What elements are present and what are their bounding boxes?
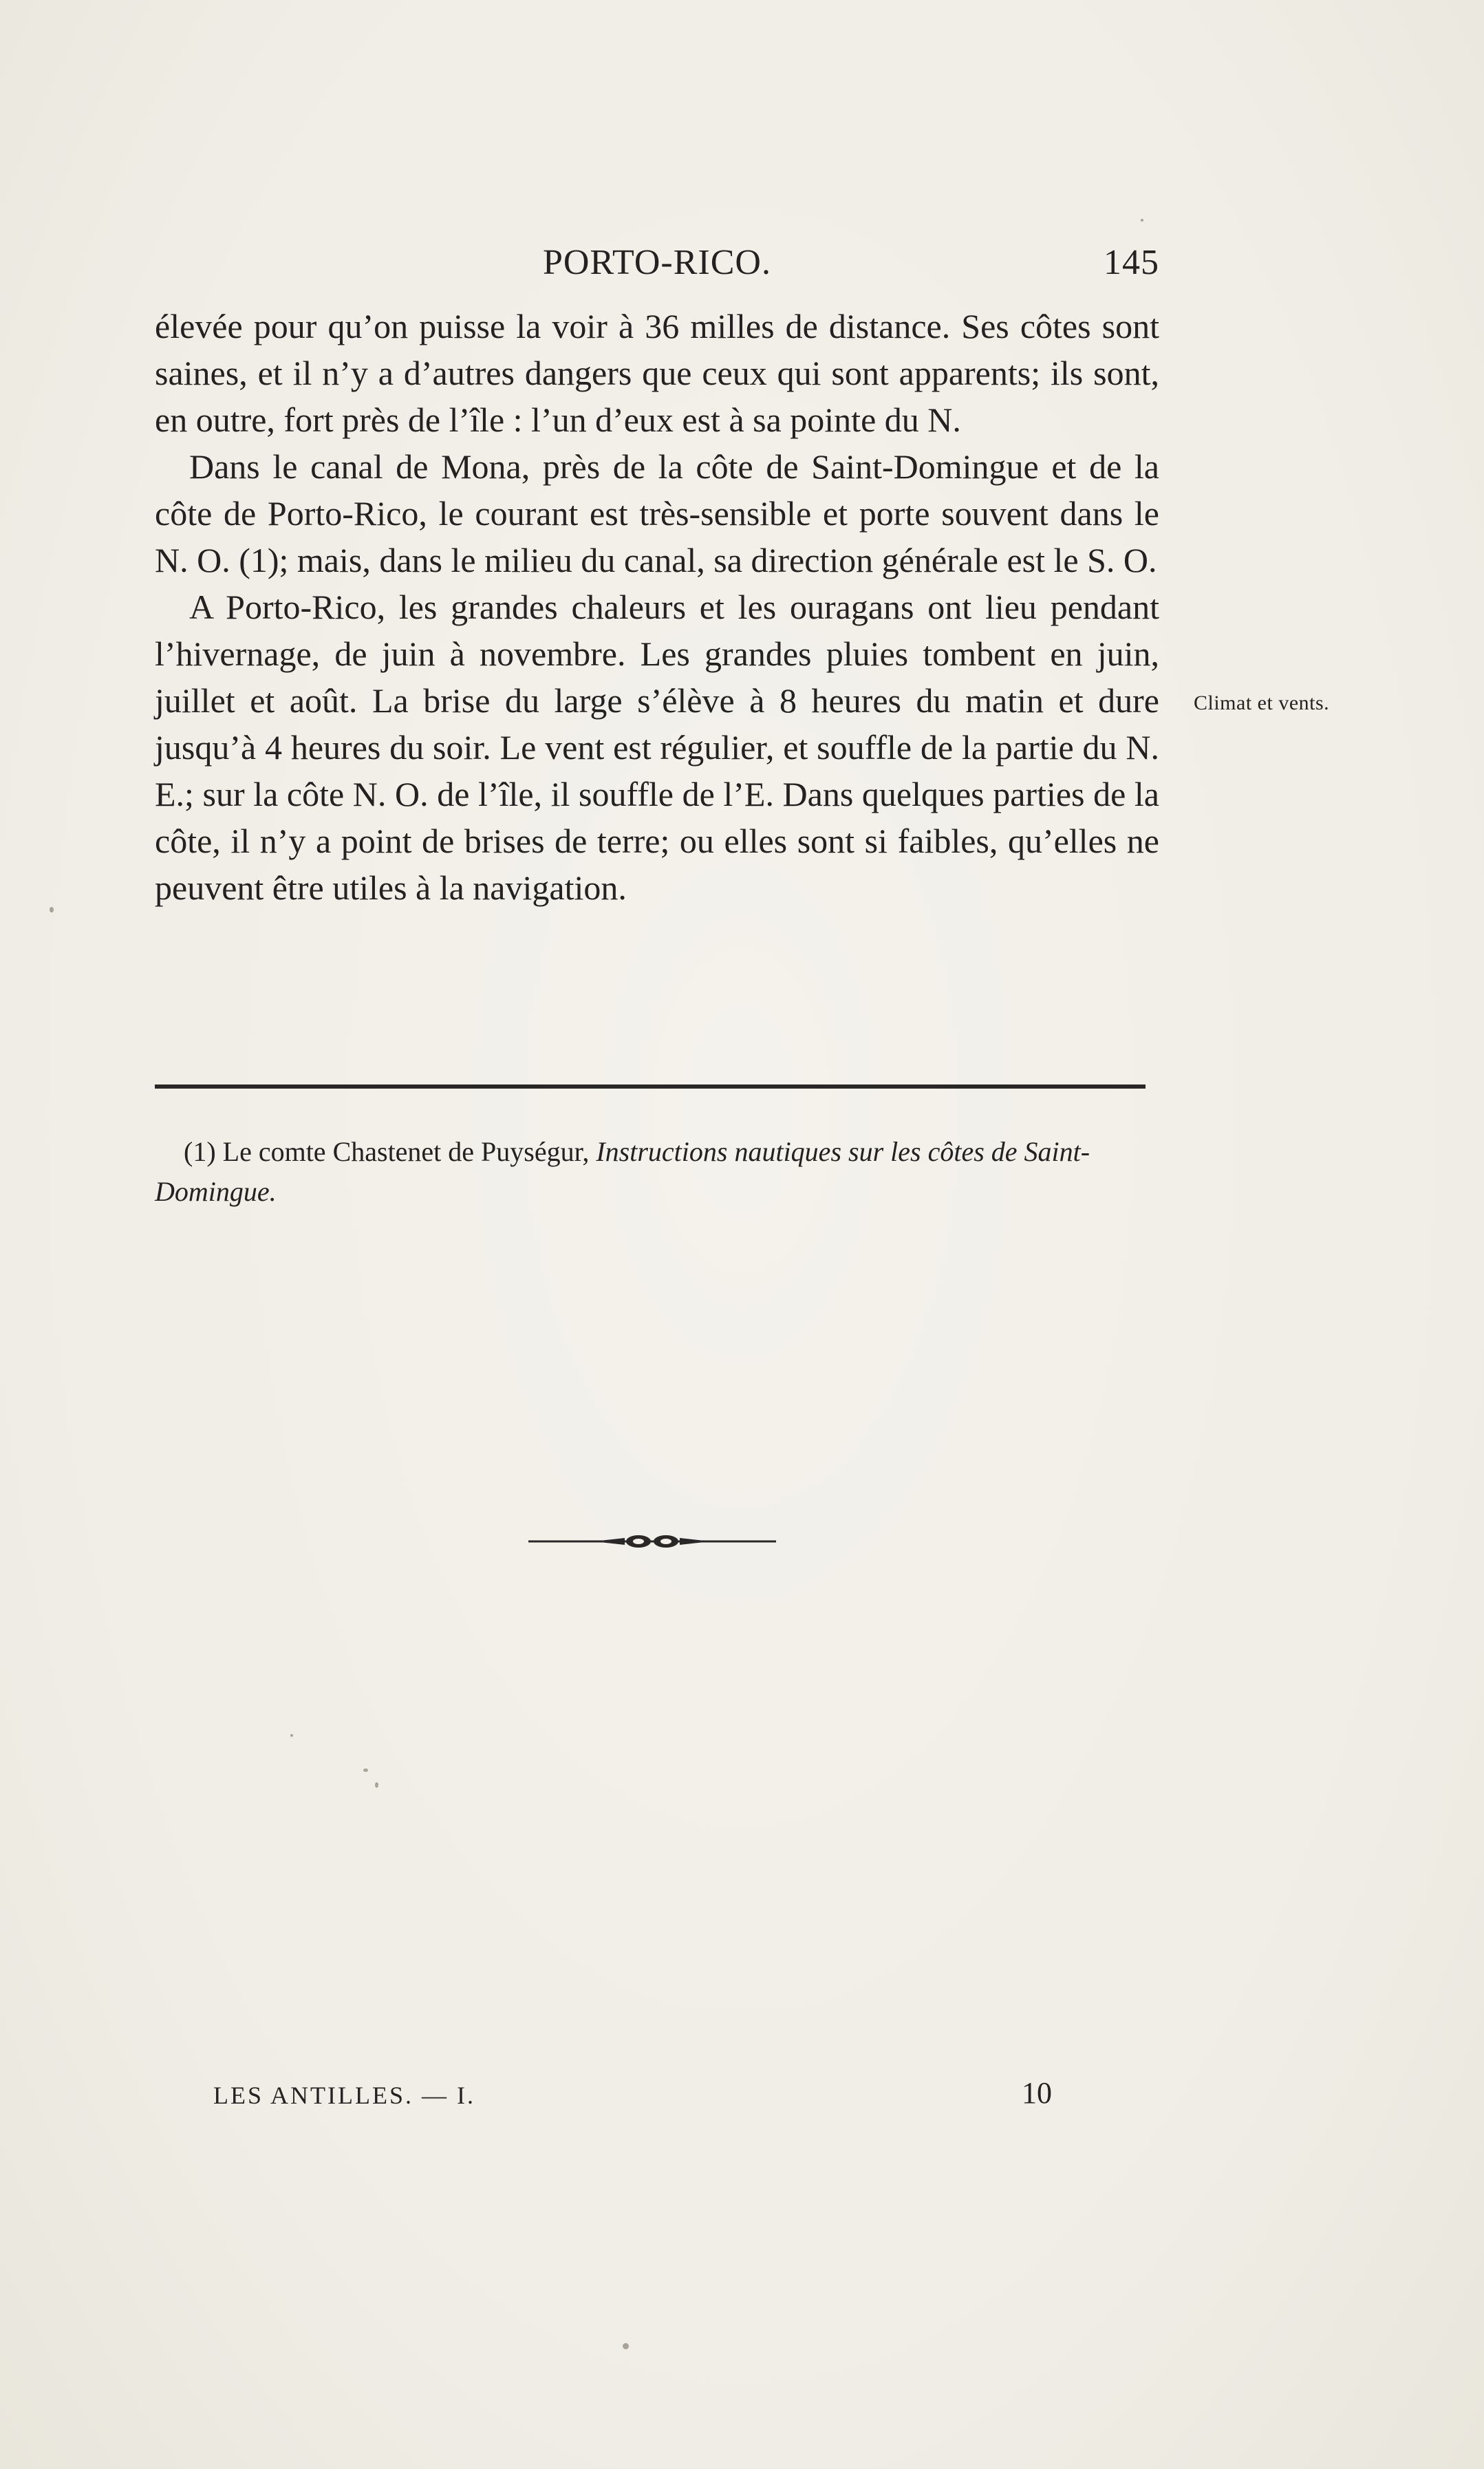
paper-speck (375, 1782, 378, 1788)
page-number: 145 (1104, 243, 1159, 282)
running-head (155, 234, 1159, 289)
running-title: PORTO-RICO. (543, 243, 771, 282)
paragraph-3: A Porto-Rico, les grandes chaleurs et les ouragans ont lieu pendant l’hivernage, de juin à novembre. Les grandes pluies tombent en juin, juillet et août. La brise du large s’élève à 8 heures du matin et dure jusqu’à 4 heures du soir. Le vent est régulier, et souffle de la partie du N. E.; sur la côte N. O. de l’île, il souffle de l’E. Dans quelques parties de la côte, il n’y a point de brises de terre; ou elles sont si faibles, qu’elles ne peuvent être utiles à la navigation. (155, 588, 1159, 907)
paper-speck (1141, 219, 1143, 222)
footnote-author: Le comte Chastenet de Puységur, (222, 1136, 590, 1167)
paragraph-1: élevée pour qu’on puisse la voir à 36 milles de distance. Ses côtes sont saines, et il n’y a d’autres dangers que ceux qui sont apparents; ils sont, en outre, fort près de l’île : l’un d’eux est à sa pointe du N. (155, 307, 1159, 439)
paragraph-2: Dans le canal de Mona, près de la côte de Saint-Domingue et de la côte de Porto-Rico, le courant est très-sensible et porte souvent dans le N. O. (1); mais, dans le milieu du canal, sa direction générale est le S. O. (155, 447, 1159, 579)
ornament-divider (528, 1531, 776, 1552)
signature-line (213, 2071, 1066, 2119)
footnote (155, 1132, 1159, 1212)
paper-speck (50, 907, 54, 912)
footnote-rule (155, 1084, 1146, 1089)
footnote-title: Instructions nautiques sur les côtes de Saint-Domingue. (155, 1136, 1090, 1207)
margin-note: Climat et vents. (1194, 692, 1330, 714)
footnote-marker: (1) (184, 1136, 216, 1167)
paper-speck (290, 1734, 293, 1737)
paper-speck (363, 1768, 368, 1772)
sheet-number: 10 (1022, 2076, 1052, 2110)
signature-mark: LES ANTILLES. — I. (213, 2082, 475, 2109)
body-text (155, 303, 1159, 911)
paper-speck (623, 2343, 629, 2349)
